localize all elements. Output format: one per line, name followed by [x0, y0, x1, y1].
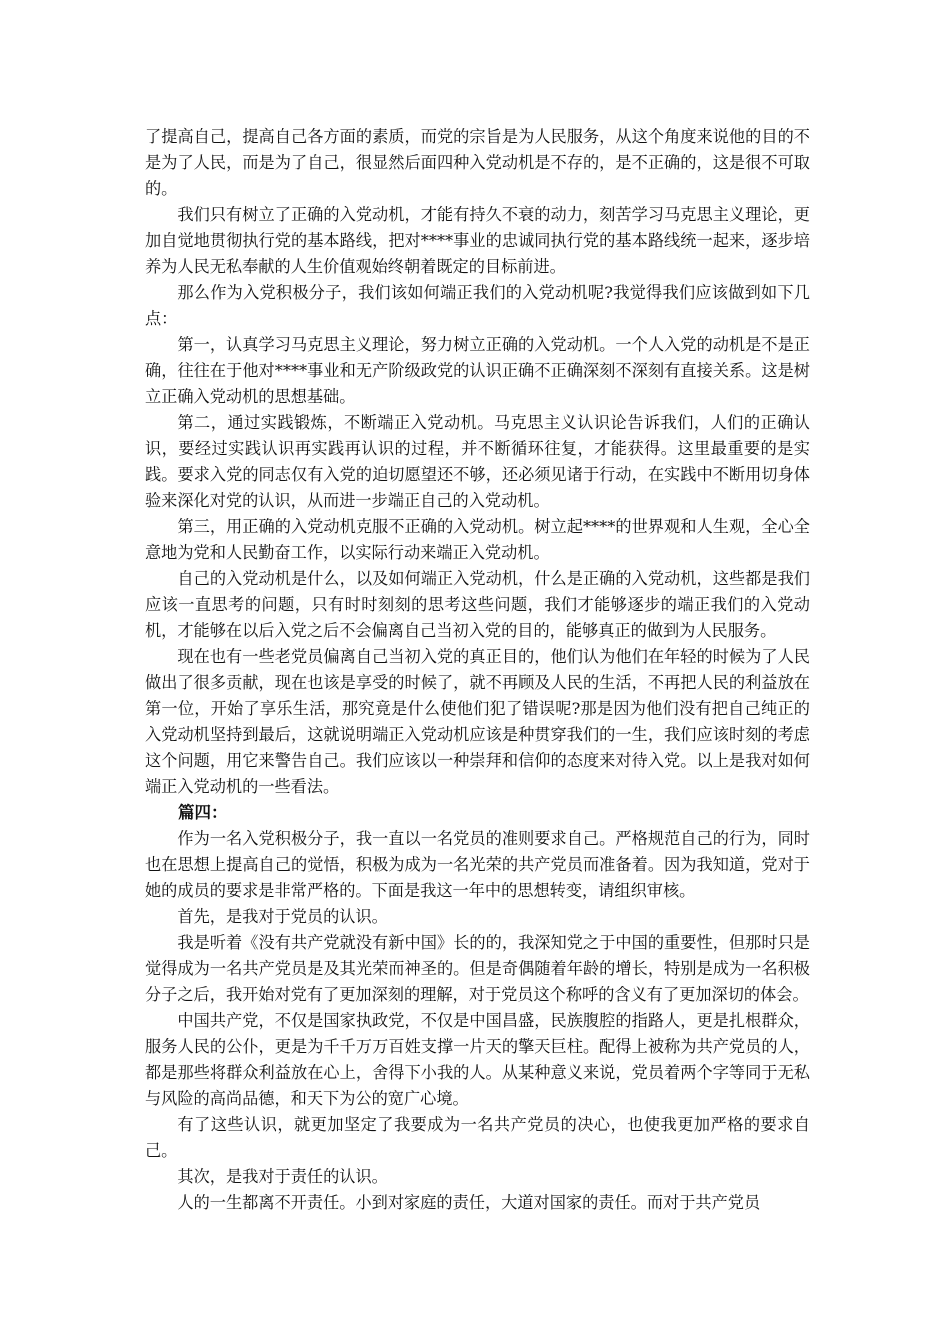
paragraph: 自己的入党动机是什么，以及如何端正入党动机，什么是正确的入党动机，这些都是我们应该一直思考的问题，只有时时刻刻的思考这些问题，我们才能够逐步的端正我们的入党动机，才能够在以后入党之后不会偏离自己当初入党的目的，能够真正的做到为人民服务。 — [145, 569, 810, 640]
section-paragraph: 首先，是我对于党员的认识。 — [177, 907, 388, 926]
document-page — [145, 124, 810, 1216]
section-paragraph: 作为一名入党积极分子，我一直以一名党员的准则要求自己。严格规范自己的行为，同时也在思想上提高自己的觉悟，积极为成为一名光荣的共产党员而准备着。因为我知道，党对于她的成员的要求是非常严格的。下面是我这一年中的思想转变，请组织审核。 — [145, 829, 810, 900]
continuation-paragraph: 了提高自己，提高自己各方面的素质，而党的宗旨是为人民服务，从这个角度来说他的目的不是为了人民，而是为了自己，很显然后面四种入党动机是不存的，是不正确的，这是很不可取的。 — [145, 127, 810, 198]
section-paragraph: 中国共产党，不仅是国家执政党，不仅是中国昌盛，民族腹腔的指路人，更是扎根群众，服务人民的公仆，更是为千千万万百姓支撑一片天的擎天巨柱。配得上被称为共产党员的人，都是那些将群众利益放在心上，舍得下小我的人。从某种意义来说，党员着两个字等同于无私与风险的高尚品德，和天下为公的宽广心境。 — [145, 1011, 810, 1108]
section-paragraph: 人的一生都离不开责任。小到对家庭的责任，大道对国家的责任。而对于共产党员 — [177, 1193, 761, 1212]
paragraph: 第三，用正确的入党动机克服不正确的入党动机。树立起****的世界观和人生观，全心全意地为党和人民勤奋工作，以实际行动来端正入党动机。 — [145, 517, 810, 562]
section-heading: 篇四： — [178, 803, 228, 822]
section-paragraph: 我是听着《没有共产党就没有新中国》长的的，我深知党之于中国的重要性，但那时只是觉得成为一名共产党员是及其光荣而神圣的。但是奇偶随着年龄的增长，特别是成为一名积极分子之后，我开始对党有了更加深刻的理解，对于党员这个称呼的含义有了更加深切的体会。 — [145, 933, 810, 1004]
paragraph: 第二，通过实践锻炼，不断端正入党动机。马克思主义认识论告诉我们，人们的正确认识，要经过实践认识再实践再认识的过程，并不断循环往复，才能获得。这里最重要的是实践。要求入党的同志仅有入党的迫切愿望还不够，还必须见诸于行动，在实践中不断用切身体验来深化对党的认识，从而进一步端正自己的入党动机。 — [145, 413, 810, 510]
section-paragraph: 有了这些认识，就更加坚定了我要成为一名共产党员的决心，也使我更加严格的要求自己。 — [145, 1115, 810, 1160]
paragraph: 现在也有一些老党员偏离自己当初入党的真正目的，他们认为他们在年轻的时候为了人民做出了很多贡献，现在也该是享受的时候了，就不再顾及人民的生活，不再把人民的利益放在第一位，开始了享乐生活，那究竟是什么使他们犯了错误呢?那是因为他们没有把自己纯正的入党动机坚持到最后，这就说明端正入党动机应该是种贯穿我们的一生，我们应该时刻的考虑这个问题，用它来警告自己。我们应该以一种崇拜和信仰的态度来对待入党。以上是我对如何端正入党动机的一些看法。 — [145, 647, 810, 796]
paragraph: 我们只有树立了正确的入党动机，才能有持久不衰的动力，刻苦学习马克思主义理论，更加自觉地贯彻执行党的基本路线，把对****事业的忠诚同执行党的基本路线统一起来，逐步培养为人民无私奉献的人生价值观始终朝着既定的目标前进。 — [145, 205, 810, 276]
section-paragraph: 其次，是我对于责任的认识。 — [177, 1167, 388, 1186]
paragraph: 那么作为入党积极分子，我们该如何端正我们的入党动机呢?我觉得我们应该做到如下几点： — [145, 283, 810, 328]
paragraph: 第一，认真学习马克思主义理论，努力树立正确的入党动机。一个人入党的动机是不是正确，往往在于他对****事业和无产阶级政党的认识正确不正确深刻不深刻有直接关系。这是树立正确入党动机的思想基础。 — [145, 335, 810, 406]
